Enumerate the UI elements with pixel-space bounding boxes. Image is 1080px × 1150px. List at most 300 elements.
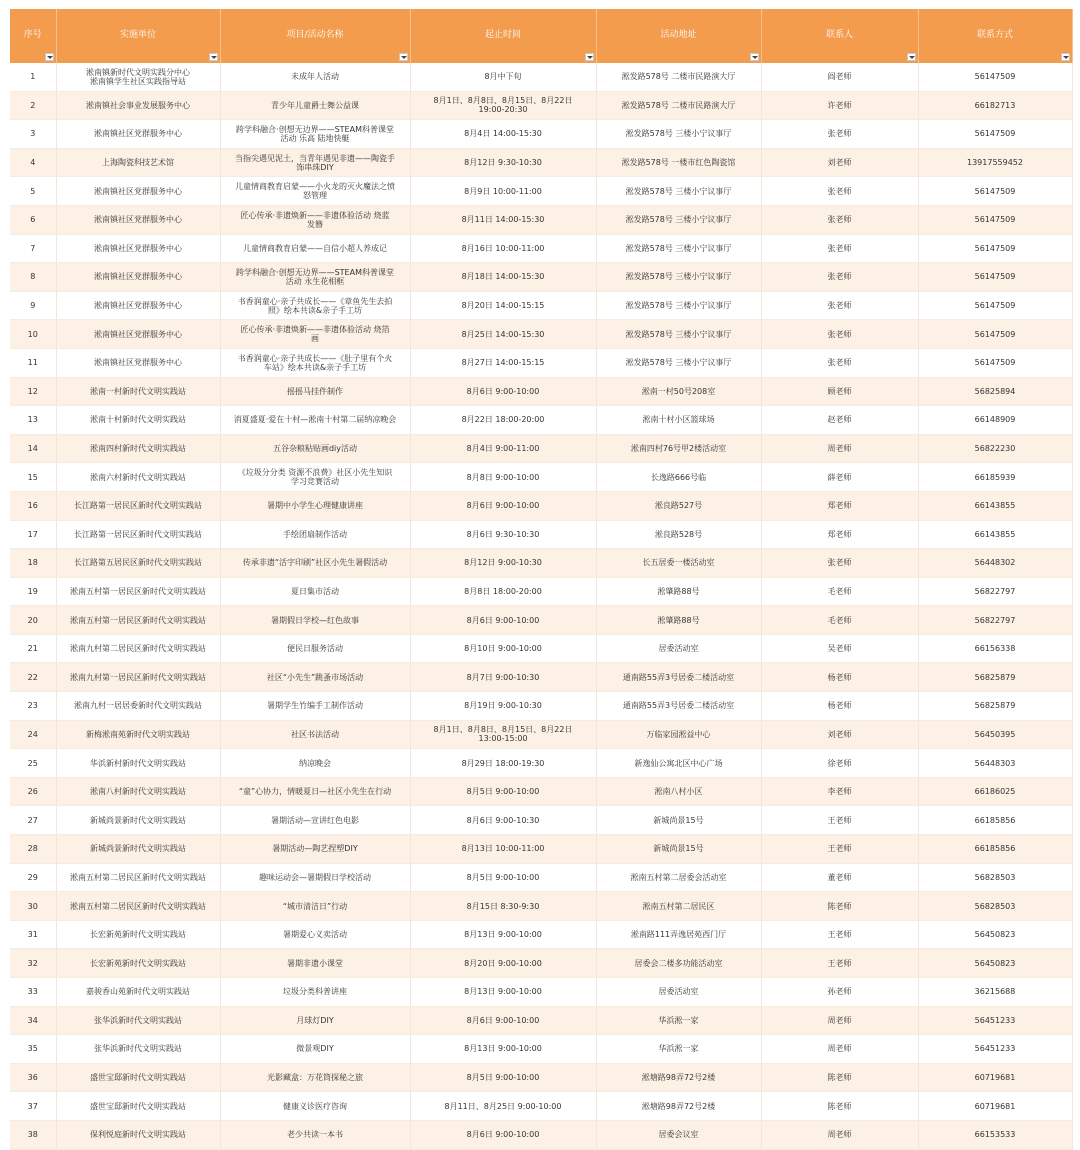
cell-contact-person[interactable]: 陈老师 [761,892,918,921]
cell-activity[interactable]: 儿童情商教育启蒙——小火龙的灭火魔法之愤 怒管理 [220,177,410,206]
cell-index[interactable]: 27 [10,806,56,835]
cell-activity[interactable]: 五谷杂粮粘贴画diy活动 [220,434,410,463]
cell-address[interactable]: 淞南路111弄逸居苑西门厅 [596,920,761,949]
cell-activity[interactable]: 暑期学生竹编手工制作活动 [220,692,410,721]
cell-address[interactable]: 淞发路578号 三楼小宁议事厅 [596,177,761,206]
cell-phone[interactable]: 56450395 [918,720,1072,749]
cell-phone[interactable]: 56825879 [918,663,1072,692]
cell-phone[interactable]: 66186025 [918,777,1072,806]
cell-time[interactable]: 8月6日 9:00-10:00 [410,1120,596,1149]
cell-time[interactable]: 8月22日 18:00-20:00 [410,406,596,435]
cell-organizer[interactable]: 长江路第五居民区新时代文明实践站 [56,549,220,578]
cell-phone[interactable]: 56147509 [918,348,1072,377]
cell-index[interactable]: 12 [10,377,56,406]
cell-activity[interactable]: 暑期非遗小课堂 [220,949,410,978]
cell-contact-person[interactable]: 毛老师 [761,577,918,606]
cell-activity[interactable]: 未成年人活动 [220,63,410,91]
cell-index[interactable]: 29 [10,863,56,892]
table-row [10,1092,1072,1121]
cell-contact-person[interactable]: 刘老师 [761,148,918,177]
cell-phone[interactable]: 66143855 [918,491,1072,520]
cell-index[interactable]: 13 [10,406,56,435]
cell-phone[interactable]: 56147509 [918,205,1072,234]
cell-time[interactable]: 8月6日 9:00-10:00 [410,377,596,406]
cell-address[interactable]: 淞南八村小区 [596,777,761,806]
cell-activity[interactable]: 健康义诊医疗咨询 [220,1092,410,1121]
cell-index[interactable]: 14 [10,434,56,463]
cell-time[interactable]: 8月6日 9:00-10:00 [410,1006,596,1035]
cell-organizer[interactable]: 淞南镇社区党群服务中心 [56,263,220,292]
cell-time[interactable]: 8月6日 9:00-10:00 [410,491,596,520]
cell-activity[interactable]: 暑期爱心义卖活动 [220,920,410,949]
table-row [10,1063,1072,1092]
cell-index[interactable]: 21 [10,634,56,663]
filter-dropdown-icon[interactable] [585,53,594,61]
cell-time[interactable]: 8月8日 9:00-10:00 [410,463,596,492]
cell-time[interactable]: 8月1日、8月8日、8月15日、8月22日 13:00-15:00 [410,720,596,749]
cell-activity[interactable]: 微景观DIY [220,1035,410,1064]
cell-contact-person[interactable]: 杨老师 [761,663,918,692]
table-row [10,978,1072,1007]
table-row [10,234,1072,263]
cell-address[interactable]: 淞良路528号 [596,520,761,549]
filter-dropdown-icon[interactable] [209,53,218,61]
cell-activity[interactable]: 月球灯DIY [220,1006,410,1035]
cell-phone[interactable]: 56147509 [918,234,1072,263]
cell-phone[interactable]: 56448303 [918,749,1072,778]
cell-address[interactable]: 长逸路666号临 [596,463,761,492]
cell-phone[interactable]: 56822797 [918,606,1072,635]
cell-phone[interactable]: 56451233 [918,1006,1072,1035]
cell-address[interactable]: 淞南一村50号208室 [596,377,761,406]
cell-organizer[interactable]: 张华浜新时代文明实践站 [56,1006,220,1035]
cell-organizer[interactable]: 盛世宝邸新时代文明实践站 [56,1063,220,1092]
cell-index[interactable]: 2 [10,91,56,120]
cell-time[interactable]: 8月1日、8月8日、8月15日、8月22日 19:00-20:30 [410,91,596,120]
cell-address[interactable]: 居委会二楼多功能活动室 [596,949,761,978]
cell-index[interactable]: 23 [10,692,56,721]
cell-index[interactable]: 15 [10,463,56,492]
cell-activity[interactable]: 儿童情商教育启蒙——自信小超人养成记 [220,234,410,263]
cell-organizer[interactable]: 淞南镇社区党群服务中心 [56,177,220,206]
cell-index[interactable]: 33 [10,978,56,1007]
table-row [10,1006,1072,1035]
cell-contact-person[interactable]: 张老师 [761,320,918,349]
cell-phone[interactable]: 66156338 [918,634,1072,663]
filter-dropdown-icon[interactable] [750,53,759,61]
cell-index[interactable]: 24 [10,720,56,749]
cell-organizer[interactable]: 淞南五村第一居民区新时代文明实践站 [56,577,220,606]
cell-index[interactable]: 30 [10,892,56,921]
cell-organizer[interactable]: 淞南镇社区党群服务中心 [56,120,220,149]
cell-activity[interactable]: “城市清洁日”行动 [220,892,410,921]
cell-organizer[interactable]: 嘉骏香山苑新时代文明实践站 [56,978,220,1007]
cell-address[interactable]: 通南路55弄3号居委二楼活动室 [596,692,761,721]
cell-address[interactable]: 淞发路578号 三楼小宁议事厅 [596,120,761,149]
cell-time[interactable]: 8月13日 10:00-11:00 [410,835,596,864]
cell-phone[interactable]: 56825879 [918,692,1072,721]
cell-activity[interactable]: 暑期活动—陶艺捏塑DIY [220,835,410,864]
cell-index[interactable]: 19 [10,577,56,606]
cell-index[interactable]: 3 [10,120,56,149]
cell-contact-person[interactable]: 孙老师 [761,978,918,1007]
cell-contact-person[interactable]: 张老师 [761,263,918,292]
cell-index[interactable]: 9 [10,291,56,320]
table-row [10,949,1072,978]
cell-index[interactable]: 5 [10,177,56,206]
cell-time[interactable]: 8月11日 14:00-15:30 [410,205,596,234]
cell-organizer[interactable]: 淞南四村新时代文明实践站 [56,434,220,463]
filter-dropdown-icon[interactable] [399,53,408,61]
cell-index[interactable]: 8 [10,263,56,292]
cell-address[interactable]: 华浜淞一家 [596,1006,761,1035]
cell-activity[interactable]: 夏日集市活动 [220,577,410,606]
table-body [10,63,1072,1149]
cell-organizer[interactable]: 淞南五村第一居民区新时代文明实践站 [56,606,220,635]
cell-contact-person[interactable]: 张老师 [761,120,918,149]
cell-organizer[interactable]: 淞南九村一居居委新时代文明实践站 [56,692,220,721]
cell-contact-person[interactable]: 王老师 [761,920,918,949]
cell-address[interactable]: 淞南五村第二居民区 [596,892,761,921]
cell-phone[interactable]: 66182713 [918,91,1072,120]
cell-time[interactable]: 8月15日 8:30-9:30 [410,892,596,921]
cell-index[interactable]: 10 [10,320,56,349]
cell-index[interactable]: 1 [10,63,56,91]
cell-contact-person[interactable]: 许老师 [761,91,918,120]
cell-index[interactable]: 11 [10,348,56,377]
cell-contact-person[interactable]: 周老师 [761,434,918,463]
cell-time[interactable]: 8月12日 9:00-10:30 [410,549,596,578]
cell-contact-person[interactable]: 王老师 [761,835,918,864]
cell-activity[interactable]: 垃圾分类科普讲座 [220,978,410,1007]
cell-time[interactable]: 8月4日 14:00-15:30 [410,120,596,149]
cell-contact-person[interactable]: 张老师 [761,177,918,206]
cell-organizer[interactable]: 淞南镇社区党群服务中心 [56,348,220,377]
cell-time[interactable]: 8月13日 9:00-10:00 [410,1035,596,1064]
cell-contact-person[interactable]: 阎老师 [761,63,918,91]
cell-phone[interactable]: 56147509 [918,120,1072,149]
cell-contact-person[interactable]: 薛老师 [761,463,918,492]
cell-time[interactable]: 8月27日 14:00-15:15 [410,348,596,377]
cell-contact-person[interactable]: 郑老师 [761,491,918,520]
cell-phone[interactable]: 66185856 [918,835,1072,864]
cell-address[interactable]: 淞发路578号 二楼市民路演大厅 [596,91,761,120]
cell-contact-person[interactable]: 张老师 [761,549,918,578]
cell-phone[interactable]: 60719681 [918,1092,1072,1121]
cell-phone[interactable]: 60719681 [918,1063,1072,1092]
cell-activity[interactable]: 匠心传承·非遗焕新——非遗体验活动 烧箔 画 [220,320,410,349]
cell-address[interactable]: 长五居委一楼活动室 [596,549,761,578]
cell-address[interactable]: 淞发路578号 三楼小宁议事厅 [596,291,761,320]
cell-address[interactable]: 淞发路578号 三楼小宁议事厅 [596,348,761,377]
header-label: 序号 [23,29,42,40]
cell-organizer[interactable]: 淞南镇新时代文明实践分中心 淞南镇学生社区实践指导站 [56,63,220,91]
cell-activity[interactable]: 光影藏盒：万花筒探秘之旅 [220,1063,410,1092]
cell-phone[interactable]: 56147509 [918,177,1072,206]
cell-address[interactable]: 新城尚景15号 [596,835,761,864]
cell-organizer[interactable]: 盛世宝邸新时代文明实践站 [56,1092,220,1121]
cell-time[interactable]: 8月5日 9:00-10:00 [410,777,596,806]
cell-contact-person[interactable]: 张老师 [761,348,918,377]
cell-index[interactable]: 35 [10,1035,56,1064]
table-row [10,406,1072,435]
cell-organizer[interactable]: 淞南九村第二居民区新时代文明实践站 [56,634,220,663]
cell-index[interactable]: 17 [10,520,56,549]
cell-index[interactable]: 34 [10,1006,56,1035]
table-row [10,663,1072,692]
cell-activity[interactable]: 趣味运动会—暑期假日学校活动 [220,863,410,892]
cell-contact-person[interactable]: 陈老师 [761,1063,918,1092]
cell-index[interactable]: 4 [10,148,56,177]
cell-organizer[interactable]: 长宏新苑新时代文明实践站 [56,920,220,949]
cell-time[interactable]: 8月中下旬 [410,63,596,91]
table-row [10,920,1072,949]
cell-address[interactable]: 华浜淞一家 [596,1035,761,1064]
cell-address[interactable]: 新城尚景15号 [596,806,761,835]
cell-activity[interactable]: 纳凉晚会 [220,749,410,778]
cell-organizer[interactable]: 淞南十村新时代文明实践站 [56,406,220,435]
cell-contact-person[interactable]: 王老师 [761,806,918,835]
cell-time[interactable]: 8月20日 9:00-10:00 [410,949,596,978]
cell-organizer[interactable]: 淞南镇社区党群服务中心 [56,320,220,349]
cell-organizer[interactable]: 新城尚景新时代文明实践站 [56,806,220,835]
cell-time[interactable]: 8月25日 14:00-15:30 [410,320,596,349]
cell-activity[interactable]: 跨学科融合·创想无边界——STEAM科普课堂 活动 永生花相框 [220,263,410,292]
cell-index[interactable]: 37 [10,1092,56,1121]
cell-index[interactable]: 32 [10,949,56,978]
header-contact-person [761,9,918,63]
cell-activity[interactable]: 消夏盛夏·爱在十村—淞南十村第二届纳凉晚会 [220,406,410,435]
cell-address[interactable]: 淞发路578号 三楼小宁议事厅 [596,263,761,292]
cell-activity[interactable]: 书香润童心·亲子共成长——《章鱼先生去拍 照》绘本共读&亲子手工坊 [220,291,410,320]
cell-contact-person[interactable]: 张老师 [761,291,918,320]
cell-index[interactable]: 20 [10,606,56,635]
cell-address[interactable]: 新逸仙公寓北区中心广场 [596,749,761,778]
cell-phone[interactable]: 56147509 [918,320,1072,349]
cell-time[interactable]: 8月5日 9:00-10:00 [410,863,596,892]
cell-contact-person[interactable]: 陈老师 [761,1092,918,1121]
cell-organizer[interactable]: 淞南九村第一居民区新时代文明实践站 [56,663,220,692]
cell-organizer[interactable]: 淞南一村新时代文明实践站 [56,377,220,406]
cell-contact-person[interactable]: 赵老师 [761,406,918,435]
cell-address[interactable]: 淞南五村第二居委会活动室 [596,863,761,892]
cell-organizer[interactable]: 华浜新村新时代文明实践站 [56,749,220,778]
cell-time[interactable]: 8月11日、8月25日 9:00-10:00 [410,1092,596,1121]
cell-index[interactable]: 18 [10,549,56,578]
cell-activity[interactable]: 手绘团扇制作活动 [220,520,410,549]
table-row [10,63,1072,91]
table-row [10,348,1072,377]
cell-activity[interactable]: 社区“小先生”跳蚤市场活动 [220,663,410,692]
cell-contact-person[interactable]: 杨老师 [761,692,918,721]
cell-activity[interactable]: 青少年儿童爵士舞公益课 [220,91,410,120]
cell-time[interactable]: 8月6日 9:00-10:30 [410,806,596,835]
cell-contact-person[interactable]: 顾老师 [761,377,918,406]
header-address [596,9,761,63]
cell-activity[interactable]: 便民日服务活动 [220,634,410,663]
cell-time[interactable]: 8月12日 9:30-10:30 [410,148,596,177]
cell-organizer[interactable]: 上海陶瓷科技艺术馆 [56,148,220,177]
cell-organizer[interactable]: 淞南六村新时代文明实践站 [56,463,220,492]
cell-address[interactable]: 淞塘路98弄72号2楼 [596,1063,761,1092]
cell-contact-person[interactable]: 董老师 [761,863,918,892]
cell-contact-person[interactable]: 刘老师 [761,720,918,749]
table-row [10,91,1072,120]
cell-activity[interactable]: 跨学科融合·创想无边界——STEAM科普课堂 活动 乐高 陆地快艇 [220,120,410,149]
filter-dropdown-icon[interactable] [45,53,54,61]
cell-time[interactable]: 8月19日 9:00-10:30 [410,692,596,721]
cell-phone[interactable]: 56450823 [918,920,1072,949]
cell-activity[interactable]: “童”心协力，情暖夏日—社区小先生在行动 [220,777,410,806]
cell-organizer[interactable]: 长江路第一居民区新时代文明实践站 [56,520,220,549]
cell-time[interactable]: 8月20日 14:00-15:15 [410,291,596,320]
cell-address[interactable]: 淞塘路98弄72号2楼 [596,1092,761,1121]
cell-index[interactable]: 31 [10,920,56,949]
cell-contact-person[interactable]: 周老师 [761,1006,918,1035]
cell-address[interactable]: 淞发路578号 三楼小宁议事厅 [596,205,761,234]
cell-index[interactable]: 6 [10,205,56,234]
cell-address[interactable]: 淞发路578号 二楼市民路演大厅 [596,63,761,91]
cell-contact-person[interactable]: 张老师 [761,234,918,263]
cell-address[interactable]: 淞良路527号 [596,491,761,520]
cell-phone[interactable]: 66148909 [918,406,1072,435]
cell-time[interactable]: 8月5日 9:00-10:00 [410,1063,596,1092]
header-label: 项目/活动名称 [286,29,344,40]
cell-phone[interactable]: 66185856 [918,806,1072,835]
cell-phone[interactable]: 66143855 [918,520,1072,549]
cell-activity[interactable]: 匠心传承·非遗焕新——非遗体验活动 烧蓝 发簪 [220,205,410,234]
cell-contact-person[interactable]: 徐老师 [761,749,918,778]
cell-organizer[interactable]: 淞南八村新时代文明实践站 [56,777,220,806]
cell-contact-person[interactable]: 周老师 [761,1035,918,1064]
cell-index[interactable]: 28 [10,835,56,864]
cell-index[interactable]: 26 [10,777,56,806]
cell-phone[interactable]: 56451233 [918,1035,1072,1064]
cell-contact-person[interactable]: 吴老师 [761,634,918,663]
header-organizer [56,9,220,63]
cell-activity[interactable]: 当指尖遇见泥土，当青年遇见非遗——陶瓷手 饰串珠DIY [220,148,410,177]
cell-activity[interactable]: 暑期活动—宣讲红色电影 [220,806,410,835]
cell-contact-person[interactable]: 周老师 [761,1120,918,1149]
cell-phone[interactable]: 36215688 [918,978,1072,1007]
cell-organizer[interactable]: 淞南镇社区党群服务中心 [56,205,220,234]
cell-organizer[interactable]: 淞南镇社区党群服务中心 [56,291,220,320]
table-row [10,806,1072,835]
cell-organizer[interactable]: 淞南镇社会事业发展服务中心 [56,91,220,120]
cell-phone[interactable]: 56147509 [918,291,1072,320]
cell-phone[interactable]: 56450823 [918,949,1072,978]
table-row [10,148,1072,177]
cell-time[interactable]: 8月9日 10:00-11:00 [410,177,596,206]
cell-index[interactable]: 16 [10,491,56,520]
header-label: 起止时间 [484,29,521,40]
cell-index[interactable]: 36 [10,1063,56,1092]
filter-dropdown-icon[interactable] [1061,53,1070,61]
cell-address[interactable]: 淞肇路88号 [596,606,761,635]
table-row [10,205,1072,234]
cell-time[interactable]: 8月13日 9:00-10:00 [410,978,596,1007]
cell-contact-person[interactable]: 张老师 [761,205,918,234]
cell-address[interactable]: 通南路55弄3号居委二楼活动室 [596,663,761,692]
cell-activity[interactable]: 书香润童心·亲子共成长——《肚子里有个火 车站》绘本共读&亲子手工坊 [220,348,410,377]
cell-activity[interactable]: 摇摇马挂件制作 [220,377,410,406]
table-row [10,720,1072,749]
cell-address[interactable]: 淞南十村小区篮球场 [596,406,761,435]
cell-address[interactable]: 居委会议室 [596,1120,761,1149]
cell-address[interactable]: 淞发路578号 三楼小宁议事厅 [596,234,761,263]
cell-organizer[interactable]: 淞南五村第二居民区新时代文明实践站 [56,892,220,921]
cell-contact-person[interactable]: 王老师 [761,949,918,978]
cell-time[interactable]: 8月16日 10:00-11:00 [410,234,596,263]
cell-time[interactable]: 8月6日 9:00-10:00 [410,606,596,635]
cell-organizer[interactable]: 张华浜新时代文明实践站 [56,1035,220,1064]
cell-contact-person[interactable]: 李老师 [761,777,918,806]
cell-time[interactable]: 8月10日 9:00-10:00 [410,634,596,663]
cell-time[interactable]: 8月29日 18:00-19:30 [410,749,596,778]
cell-address[interactable]: 淞发路578号 一楼市红色陶瓷馆 [596,148,761,177]
cell-phone[interactable]: 56822797 [918,577,1072,606]
cell-organizer[interactable]: 淞南五村第二居民区新时代文明实践站 [56,863,220,892]
cell-organizer[interactable]: 淞南镇社区党群服务中心 [56,234,220,263]
table-row [10,434,1072,463]
cell-time[interactable]: 8月13日 9:00-10:00 [410,920,596,949]
cell-phone[interactable]: 56825894 [918,377,1072,406]
cell-address[interactable]: 居委活动室 [596,634,761,663]
filter-dropdown-icon[interactable] [907,53,916,61]
header-index [10,9,56,63]
cell-address[interactable]: 淞发路578号 三楼小宁议事厅 [596,320,761,349]
cell-contact-person[interactable]: 郑老师 [761,520,918,549]
cell-organizer[interactable]: 新城尚景新时代文明实践站 [56,835,220,864]
cell-address[interactable]: 居委活动室 [596,978,761,1007]
cell-activity[interactable]: 老少共读一本书 [220,1120,410,1149]
cell-organizer[interactable]: 保利悦庭新时代文明实践站 [56,1120,220,1149]
cell-time[interactable]: 8月4日 9:00-11:00 [410,434,596,463]
cell-organizer[interactable]: 新梅淞南苑新时代文明实践站 [56,720,220,749]
table-row [10,863,1072,892]
cell-phone[interactable]: 66153533 [918,1120,1072,1149]
cell-activity[interactable]: 暑期假日学校—红色故事 [220,606,410,635]
cell-time[interactable]: 8月18日 14:00-15:30 [410,263,596,292]
cell-address[interactable]: 淞肇路88号 [596,577,761,606]
cell-organizer[interactable]: 长宏新苑新时代文明实践站 [56,949,220,978]
cell-activity[interactable]: 《垃圾分分类 资源不浪费》社区小先生知识 学习竞赛活动 [220,463,410,492]
cell-contact-person[interactable]: 毛老师 [761,606,918,635]
cell-index[interactable]: 25 [10,749,56,778]
cell-organizer[interactable]: 长江路第一居民区新时代文明实践站 [56,491,220,520]
cell-activity[interactable]: 暑期中小学生心理健康讲座 [220,491,410,520]
cell-phone[interactable]: 56147509 [918,263,1072,292]
cell-index[interactable]: 38 [10,1120,56,1149]
cell-address[interactable]: 万临家园淞益中心 [596,720,761,749]
cell-phone[interactable]: 56147509 [918,63,1072,91]
cell-time[interactable]: 8月8日 18:00-20:00 [410,577,596,606]
cell-activity[interactable]: 社区书法活动 [220,720,410,749]
cell-phone[interactable]: 13917559452 [918,148,1072,177]
cell-index[interactable]: 7 [10,234,56,263]
table-row [10,263,1072,292]
cell-phone[interactable]: 56828503 [918,863,1072,892]
cell-index[interactable]: 22 [10,663,56,692]
cell-phone[interactable]: 56828503 [918,892,1072,921]
cell-time[interactable]: 8月6日 9:30-10:30 [410,520,596,549]
cell-phone[interactable]: 66185939 [918,463,1072,492]
cell-phone[interactable]: 56448302 [918,549,1072,578]
cell-time[interactable]: 8月7日 9:00-10:30 [410,663,596,692]
cell-address[interactable]: 淞南四村76号甲2楼活动室 [596,434,761,463]
cell-phone[interactable]: 56822230 [918,434,1072,463]
cell-activity[interactable]: 传承非遗“活字印刷”社区小先生暑假活动 [220,549,410,578]
